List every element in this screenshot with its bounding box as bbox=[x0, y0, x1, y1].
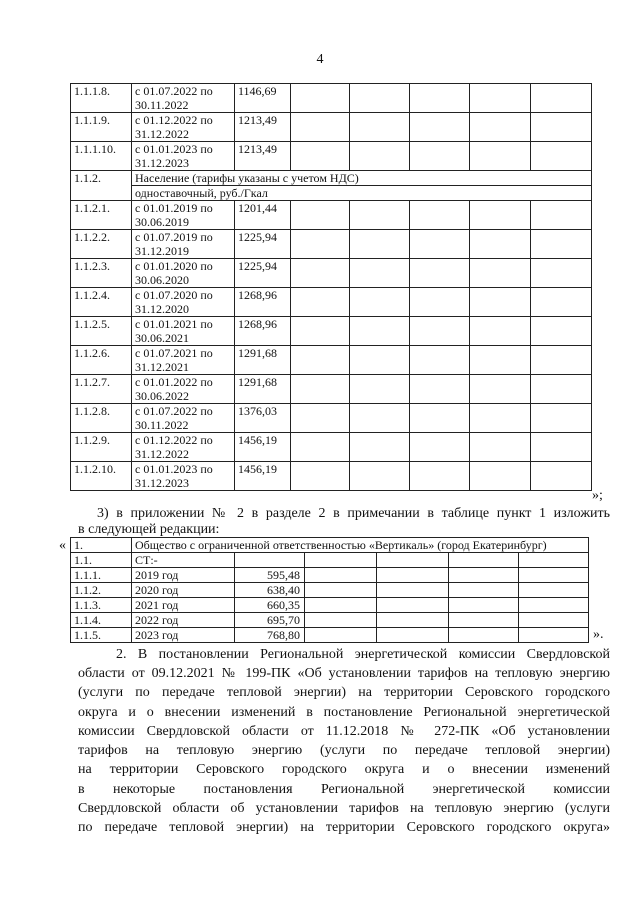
empty-cell bbox=[531, 113, 592, 142]
row-value: 1291,68 bbox=[235, 346, 291, 375]
empty-cell bbox=[350, 317, 410, 346]
empty-cell bbox=[449, 613, 519, 628]
table-row bbox=[71, 346, 592, 375]
empty-cell bbox=[531, 375, 592, 404]
row-period: с 01.07.2020 по 31.12.2020 bbox=[132, 288, 235, 317]
row-period: с 01.01.2022 по 30.06.2022 bbox=[132, 375, 235, 404]
empty-cell bbox=[519, 568, 589, 583]
row-period: с 01.01.2019 по 30.06.2019 bbox=[132, 201, 235, 230]
empty-cell bbox=[305, 583, 377, 598]
empty-cell bbox=[291, 113, 350, 142]
table-row bbox=[71, 404, 592, 433]
empty-cell bbox=[350, 113, 410, 142]
table-row bbox=[71, 375, 592, 404]
empty-cell bbox=[291, 375, 350, 404]
row-num: 1.1.2.1. bbox=[71, 201, 132, 230]
empty-cell bbox=[350, 201, 410, 230]
table-row bbox=[71, 462, 592, 491]
table-row bbox=[71, 613, 589, 628]
empty-cell bbox=[531, 433, 592, 462]
row-num: 1.1.2.2. bbox=[71, 230, 132, 259]
empty-cell bbox=[350, 346, 410, 375]
empty-cell bbox=[410, 317, 470, 346]
empty-cell bbox=[410, 288, 470, 317]
row-value: 1268,96 bbox=[235, 317, 291, 346]
row-num: 1.1.2.4. bbox=[71, 288, 132, 317]
empty-cell bbox=[350, 259, 410, 288]
table1-closing-quote: »; bbox=[592, 488, 603, 503]
empty-cell bbox=[291, 462, 350, 491]
paragraph-2-line: тарифов на тепловую энергию (услуги по передаче тепловой энергии) bbox=[78, 743, 610, 758]
row-num: 1.1.2. bbox=[71, 583, 132, 598]
paragraph-2-line: (услуги по передаче тепловой энергии) на территории Серовского городского bbox=[78, 685, 610, 700]
empty-cell bbox=[350, 288, 410, 317]
row-period: с 01.12.2022 по 31.12.2022 bbox=[132, 433, 235, 462]
empty-cell bbox=[291, 84, 350, 113]
empty-cell bbox=[519, 613, 589, 628]
empty-cell bbox=[470, 142, 531, 171]
empty-cell bbox=[470, 404, 531, 433]
empty-cell bbox=[291, 317, 350, 346]
row-value: 1225,94 bbox=[235, 230, 291, 259]
paragraph-2-line: комиссии Свердловской области от 11.12.2018 № 272-ПК «Об установлении bbox=[78, 724, 610, 739]
row-num: 1.1.2.7. bbox=[71, 375, 132, 404]
table-row bbox=[71, 583, 589, 598]
table-row bbox=[71, 84, 592, 113]
empty-cell bbox=[305, 598, 377, 613]
empty-cell bbox=[470, 346, 531, 375]
row-num: 1.1.2.3. bbox=[71, 259, 132, 288]
org-row bbox=[71, 538, 589, 553]
empty-cell bbox=[410, 375, 470, 404]
empty-cell bbox=[350, 84, 410, 113]
row-period: с 01.07.2019 по 31.12.2019 bbox=[132, 230, 235, 259]
page-number: 4 bbox=[316, 52, 324, 67]
row-num: 1.1.2.10. bbox=[71, 462, 132, 491]
empty-cell bbox=[531, 259, 592, 288]
row-year: 2022 год bbox=[132, 613, 235, 628]
table-row bbox=[71, 317, 592, 346]
empty-cell bbox=[377, 583, 449, 598]
empty-cell bbox=[291, 142, 350, 171]
paragraph-2-line: области от 09.12.2021 № 199-ПК «Об установлении тарифов на тепловую энергию bbox=[78, 666, 610, 681]
row-value: 1146,69 bbox=[235, 84, 291, 113]
empty-cell bbox=[291, 201, 350, 230]
empty-cell bbox=[531, 201, 592, 230]
paragraph-2-line: в некоторые постановления Региональной энергетической комиссии bbox=[78, 782, 610, 797]
empty-cell bbox=[410, 201, 470, 230]
paragraph-2-line: на территории Серовского городского округа и о внесении изменений bbox=[78, 762, 610, 777]
empty-cell bbox=[291, 346, 350, 375]
empty-cell bbox=[470, 201, 531, 230]
empty-cell bbox=[377, 598, 449, 613]
empty-cell bbox=[291, 433, 350, 462]
st-label: СТ:- bbox=[132, 553, 235, 568]
paragraph-2-line: 2. В постановлении Региональной энергетической комиссии Свердловской bbox=[116, 647, 610, 662]
empty-cell bbox=[410, 113, 470, 142]
empty-cell bbox=[410, 462, 470, 491]
row-period: с 01.07.2022 по 30.11.2022 bbox=[132, 84, 235, 113]
row-value: 1201,44 bbox=[235, 201, 291, 230]
table-row bbox=[71, 113, 592, 142]
table2-closing-quote: ». bbox=[593, 627, 604, 642]
empty-cell bbox=[449, 628, 519, 643]
row-value: 1213,49 bbox=[235, 113, 291, 142]
vertikal-tariff-table bbox=[70, 537, 589, 643]
row-num: 1.1.1.10. bbox=[71, 142, 132, 171]
row-year: 2020 год bbox=[132, 583, 235, 598]
row-value: 1291,68 bbox=[235, 375, 291, 404]
empty-cell bbox=[350, 230, 410, 259]
empty-cell bbox=[470, 433, 531, 462]
empty-cell bbox=[470, 462, 531, 491]
row-year: 2019 год bbox=[132, 568, 235, 583]
empty-cell bbox=[470, 288, 531, 317]
empty-cell bbox=[350, 404, 410, 433]
row-num: 1.1.1. bbox=[71, 568, 132, 583]
empty-cell bbox=[531, 346, 592, 375]
empty-cell bbox=[410, 142, 470, 171]
row-value: 660,35 bbox=[235, 598, 305, 613]
empty-cell bbox=[305, 613, 377, 628]
empty-cell bbox=[291, 404, 350, 433]
table-row bbox=[71, 568, 589, 583]
empty-cell bbox=[291, 259, 350, 288]
category-title: Население (тарифы указаны с учетом НДС) bbox=[132, 171, 592, 186]
empty-cell bbox=[519, 583, 589, 598]
row-value: 768,80 bbox=[235, 628, 305, 643]
paragraph-3-line-2: в следующей редакции: bbox=[78, 522, 220, 537]
empty-cell bbox=[531, 230, 592, 259]
empty-cell bbox=[291, 230, 350, 259]
empty-cell bbox=[531, 404, 592, 433]
row-num: 1.1.5. bbox=[71, 628, 132, 643]
st-row bbox=[71, 553, 589, 568]
table-row bbox=[71, 628, 589, 643]
row-value: 695,70 bbox=[235, 613, 305, 628]
empty-cell bbox=[350, 142, 410, 171]
table-row bbox=[71, 433, 592, 462]
empty-cell bbox=[410, 230, 470, 259]
category-row-cont bbox=[71, 186, 592, 201]
row-num: 1.1.1.8. bbox=[71, 84, 132, 113]
row-period: с 01.01.2020 по 30.06.2020 bbox=[132, 259, 235, 288]
row-period: с 01.07.2021 по 31.12.2021 bbox=[132, 346, 235, 375]
empty-cell bbox=[449, 568, 519, 583]
empty-cell bbox=[410, 84, 470, 113]
empty-cell bbox=[449, 583, 519, 598]
row-value: 595,48 bbox=[235, 568, 305, 583]
row-period: с 01.01.2023 по 31.12.2023 bbox=[132, 462, 235, 491]
row-num: 1.1.3. bbox=[71, 598, 132, 613]
row-num: 1.1.2.9. bbox=[71, 433, 132, 462]
paragraph-2-line: Свердловской области об установлении тарифов на тепловую энергию (услуги bbox=[78, 801, 610, 816]
empty-cell bbox=[377, 613, 449, 628]
empty-cell bbox=[410, 404, 470, 433]
empty-cell bbox=[531, 84, 592, 113]
row-value: 1456,19 bbox=[235, 462, 291, 491]
paragraph-2-line: округа и о внесении изменений в постановление Региональной энергетической bbox=[78, 705, 610, 720]
tariff-table-continued bbox=[70, 83, 592, 491]
empty-cell bbox=[531, 462, 592, 491]
row-value: 638,40 bbox=[235, 583, 305, 598]
empty-cell bbox=[519, 628, 589, 643]
empty-cell bbox=[410, 346, 470, 375]
table-row bbox=[71, 598, 589, 613]
category-unit: одноставочный, руб./Гкал bbox=[132, 186, 592, 201]
row-num: 1.1.2.8. bbox=[71, 404, 132, 433]
row-num: 1.1.2.5. bbox=[71, 317, 132, 346]
row-num: 1.1.2. bbox=[71, 171, 132, 201]
row-value: 1268,96 bbox=[235, 288, 291, 317]
table-row bbox=[71, 201, 592, 230]
table-row bbox=[71, 288, 592, 317]
table-row bbox=[71, 230, 592, 259]
empty-cell bbox=[377, 568, 449, 583]
row-value: 1376,03 bbox=[235, 404, 291, 433]
row-num: 1.1.2.6. bbox=[71, 346, 132, 375]
empty-cell bbox=[470, 113, 531, 142]
empty-cell bbox=[470, 230, 531, 259]
empty-cell bbox=[470, 375, 531, 404]
empty-cell bbox=[531, 288, 592, 317]
empty-cell bbox=[449, 598, 519, 613]
paragraph-2-line: по передаче тепловой энергии) на территории Серовского городского округа» bbox=[78, 820, 610, 835]
table2-opening-quote: « bbox=[59, 538, 66, 553]
table-row bbox=[71, 259, 592, 288]
paragraph-3-line-1: 3) в приложении № 2 в разделе 2 в примечании в таблице пункт 1 изложить bbox=[97, 506, 610, 521]
empty-cell bbox=[470, 317, 531, 346]
row-num: 1.1.1.9. bbox=[71, 113, 132, 142]
empty-cell bbox=[410, 433, 470, 462]
empty-cell bbox=[305, 628, 377, 643]
empty-cell bbox=[470, 259, 531, 288]
empty-cell bbox=[470, 84, 531, 113]
row-period: с 01.01.2021 по 30.06.2021 bbox=[132, 317, 235, 346]
empty-cell bbox=[350, 462, 410, 491]
empty-cell bbox=[410, 259, 470, 288]
empty-cell bbox=[305, 568, 377, 583]
empty-cell bbox=[291, 288, 350, 317]
row-period: с 01.12.2022 по 31.12.2022 bbox=[132, 113, 235, 142]
org-num: 1. bbox=[71, 538, 132, 553]
row-year: 2021 год bbox=[132, 598, 235, 613]
row-num: 1.1.4. bbox=[71, 613, 132, 628]
row-value: 1456,19 bbox=[235, 433, 291, 462]
row-year: 2023 год bbox=[132, 628, 235, 643]
empty-cell bbox=[350, 433, 410, 462]
empty-cell bbox=[377, 628, 449, 643]
st-num: 1.1. bbox=[71, 553, 132, 568]
empty-cell bbox=[531, 142, 592, 171]
empty-cell bbox=[519, 598, 589, 613]
row-value: 1213,49 bbox=[235, 142, 291, 171]
table-row bbox=[71, 142, 592, 171]
org-name: Общество с ограниченной ответственностью «Вертикаль» (город Екатеринбург) bbox=[132, 538, 589, 553]
row-value: 1225,94 bbox=[235, 259, 291, 288]
row-period: с 01.01.2023 по 31.12.2023 bbox=[132, 142, 235, 171]
category-row bbox=[71, 171, 592, 186]
empty-cell bbox=[350, 375, 410, 404]
row-period: с 01.07.2022 по 30.11.2022 bbox=[132, 404, 235, 433]
empty-cell bbox=[531, 317, 592, 346]
